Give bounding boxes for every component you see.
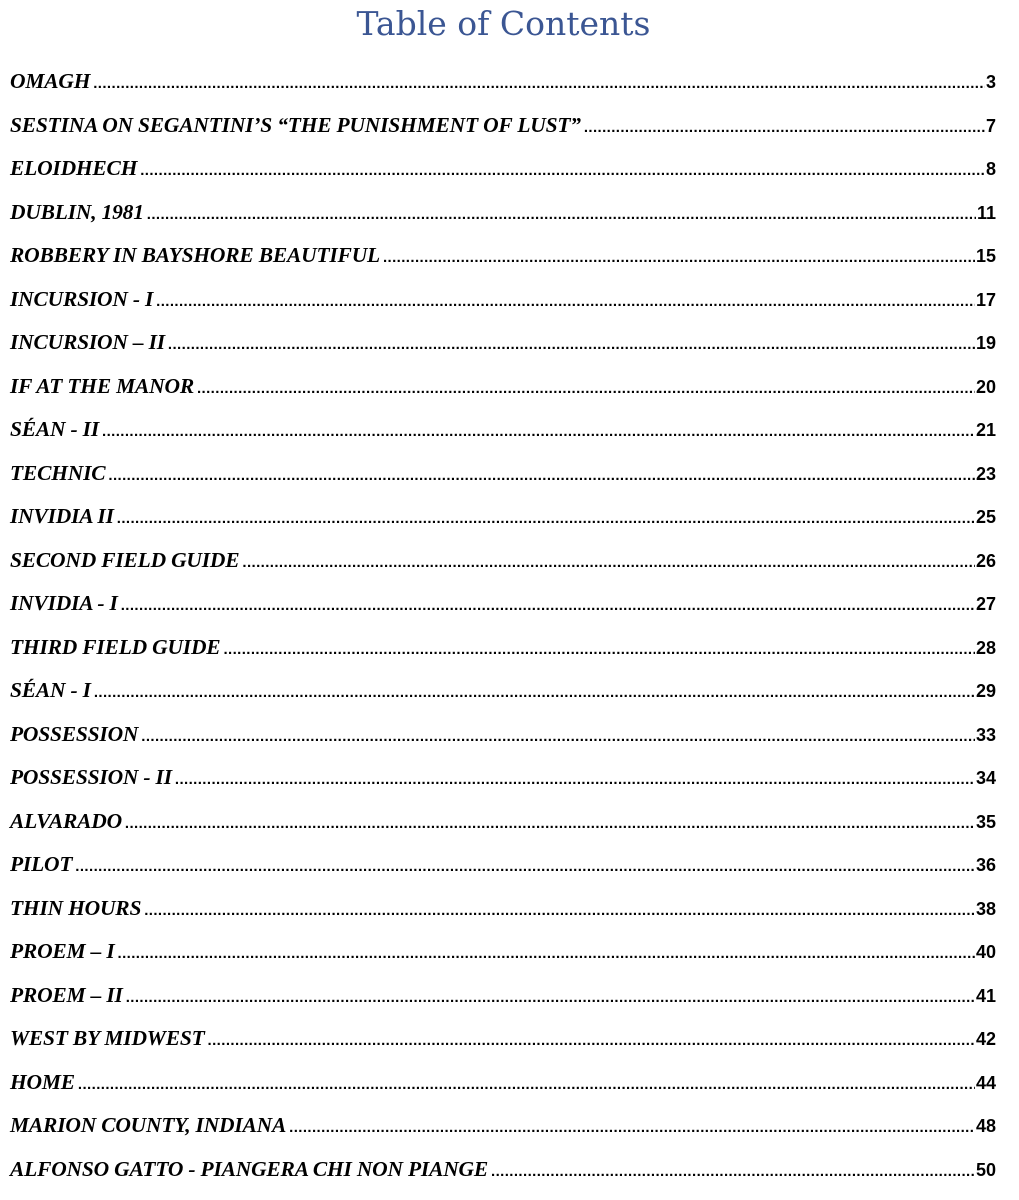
toc-dot-leader bbox=[223, 628, 975, 672]
toc-page-number: 36 bbox=[975, 855, 996, 875]
toc-entry-title: PROEM – II bbox=[10, 982, 123, 1007]
toc-page-number: 38 bbox=[975, 898, 996, 919]
toc-entry[interactable] bbox=[10, 974, 996, 1018]
toc-entry-title: THIRD FIELD GUIDE bbox=[10, 634, 221, 659]
toc-entry[interactable] bbox=[10, 321, 996, 365]
toc-entry[interactable] bbox=[10, 147, 996, 191]
toc-page-number: 7 bbox=[985, 115, 996, 136]
toc-dot-leader bbox=[121, 584, 975, 628]
toc-dot-leader bbox=[208, 1019, 975, 1063]
toc-dot-leader bbox=[383, 236, 975, 280]
toc-entry[interactable] bbox=[10, 930, 996, 974]
toc-page-number: 23 bbox=[975, 463, 996, 484]
toc-entry-title: OMAGH bbox=[10, 69, 91, 93]
toc-dot-leader bbox=[93, 62, 985, 106]
toc-heading: Table of Contents bbox=[356, 4, 651, 43]
toc-entry-title: MARION COUNTY, INDIANA bbox=[10, 1113, 287, 1137]
toc-dot-leader bbox=[126, 976, 975, 1020]
toc-dot-leader bbox=[175, 758, 975, 802]
toc-entry[interactable] bbox=[10, 800, 996, 844]
toc-entry[interactable] bbox=[10, 713, 996, 757]
toc-entry[interactable] bbox=[10, 1148, 996, 1192]
toc-page-number: 35 bbox=[975, 811, 996, 832]
toc-entry-title: SESTINA ON SEGANTINI’S “THE PUNISHMENT OF LUST” bbox=[10, 112, 581, 137]
toc-entry-title: POSSESSION - II bbox=[10, 765, 172, 789]
toc-entry[interactable] bbox=[10, 669, 996, 713]
toc-page-number: 3 bbox=[985, 72, 996, 92]
toc-page-number: 26 bbox=[975, 550, 996, 571]
toc-page-number: 50 bbox=[975, 1159, 996, 1180]
toc-dot-leader bbox=[108, 454, 975, 498]
toc-entry-title: TECHNIC bbox=[10, 460, 106, 485]
toc-dot-leader bbox=[289, 1106, 975, 1150]
toc-entry[interactable] bbox=[10, 756, 996, 800]
toc-page-number: 20 bbox=[975, 376, 996, 397]
toc-entry-title: SÉAN - II bbox=[10, 417, 100, 441]
toc-page-number: 44 bbox=[975, 1072, 996, 1093]
toc-entry-title: ROBBERY IN BAYSHORE BEAUTIFUL bbox=[10, 243, 380, 267]
toc-entry-title: INVIDIA II bbox=[10, 504, 114, 528]
toc-entry-title: INVIDIA - I bbox=[10, 591, 118, 615]
toc-dot-leader bbox=[584, 106, 985, 150]
toc-entry-title: INCURSION - I bbox=[10, 286, 154, 311]
toc-dot-leader bbox=[117, 497, 975, 541]
toc-entry[interactable] bbox=[10, 539, 996, 583]
toc-entry[interactable] bbox=[10, 191, 996, 235]
toc-page-number: 41 bbox=[975, 985, 996, 1006]
toc-entry-title: PROEM – I bbox=[10, 939, 115, 963]
toc-entry-title: ALFONSO GATTO - PIANGERA CHI NON PIANGE bbox=[10, 1156, 489, 1181]
toc-entry[interactable] bbox=[10, 495, 996, 539]
toc-entry-title: WEST BY MIDWEST bbox=[10, 1026, 205, 1050]
toc-entry[interactable] bbox=[10, 60, 996, 104]
toc-page-number: 25 bbox=[975, 507, 996, 527]
toc-dot-leader bbox=[242, 541, 975, 585]
toc-page-number: 21 bbox=[975, 420, 996, 440]
toc-dot-leader bbox=[168, 323, 975, 367]
toc-entry-title: ALVARADO bbox=[10, 808, 122, 833]
toc-page-number: 28 bbox=[975, 637, 996, 658]
toc-entry[interactable] bbox=[10, 365, 996, 409]
toc-dot-leader bbox=[156, 280, 975, 324]
toc-entry-title: IF AT THE MANOR bbox=[10, 373, 194, 398]
toc-entry[interactable] bbox=[10, 887, 996, 931]
toc-entry[interactable] bbox=[10, 104, 996, 148]
toc-dot-leader bbox=[75, 845, 975, 889]
toc-page-number: 15 bbox=[975, 246, 996, 266]
toc-dot-leader bbox=[147, 193, 976, 237]
toc-dot-leader bbox=[141, 715, 975, 759]
toc-dot-leader bbox=[197, 367, 975, 411]
toc-dot-leader bbox=[140, 149, 985, 193]
toc-page-number: 27 bbox=[975, 594, 996, 614]
toc-entry-title: THIN HOURS bbox=[10, 895, 142, 920]
toc-page-number: 48 bbox=[975, 1116, 996, 1136]
toc-entry[interactable] bbox=[10, 234, 996, 278]
toc-entry-title: HOME bbox=[10, 1069, 75, 1094]
toc-dot-leader bbox=[102, 410, 975, 454]
toc-page-number: 19 bbox=[975, 333, 996, 353]
toc-dot-leader bbox=[144, 889, 975, 933]
toc-entry-title: DUBLIN, 1981 bbox=[10, 199, 144, 224]
toc-entry-title: INCURSION – II bbox=[10, 330, 165, 354]
toc-dot-leader bbox=[491, 1150, 975, 1194]
toc-entry[interactable] bbox=[10, 1104, 996, 1148]
toc-page-number: 34 bbox=[975, 768, 996, 788]
toc-dot-leader bbox=[94, 671, 975, 715]
toc-entry[interactable] bbox=[10, 452, 996, 496]
toc-dot-leader bbox=[118, 932, 975, 976]
toc-entry-title: PILOT bbox=[10, 852, 73, 876]
toc-entry-title: SECOND FIELD GUIDE bbox=[10, 547, 240, 572]
toc-entry-title: SÉAN - I bbox=[10, 678, 91, 702]
toc-page-number: 40 bbox=[975, 942, 996, 962]
toc-page-number: 11 bbox=[976, 202, 996, 223]
toc-entry[interactable] bbox=[10, 1017, 996, 1061]
toc-page-number: 42 bbox=[975, 1029, 996, 1049]
toc-page-number: 17 bbox=[975, 289, 996, 310]
toc-entry[interactable] bbox=[10, 582, 996, 626]
toc-entry[interactable] bbox=[10, 843, 996, 887]
toc-entry[interactable] bbox=[10, 278, 996, 322]
toc-list bbox=[10, 60, 996, 1191]
toc-dot-leader bbox=[125, 802, 975, 846]
toc-entry-title: POSSESSION bbox=[10, 721, 139, 746]
toc-page-number: 8 bbox=[985, 159, 996, 179]
toc-entry[interactable] bbox=[10, 626, 996, 670]
toc-page-number: 33 bbox=[975, 724, 996, 745]
toc-entry-title: ELOIDHECH bbox=[10, 156, 138, 180]
toc-entry[interactable] bbox=[10, 408, 996, 452]
toc-page-number: 29 bbox=[975, 681, 996, 701]
toc-dot-leader bbox=[78, 1063, 975, 1107]
toc-entry[interactable] bbox=[10, 1061, 996, 1105]
